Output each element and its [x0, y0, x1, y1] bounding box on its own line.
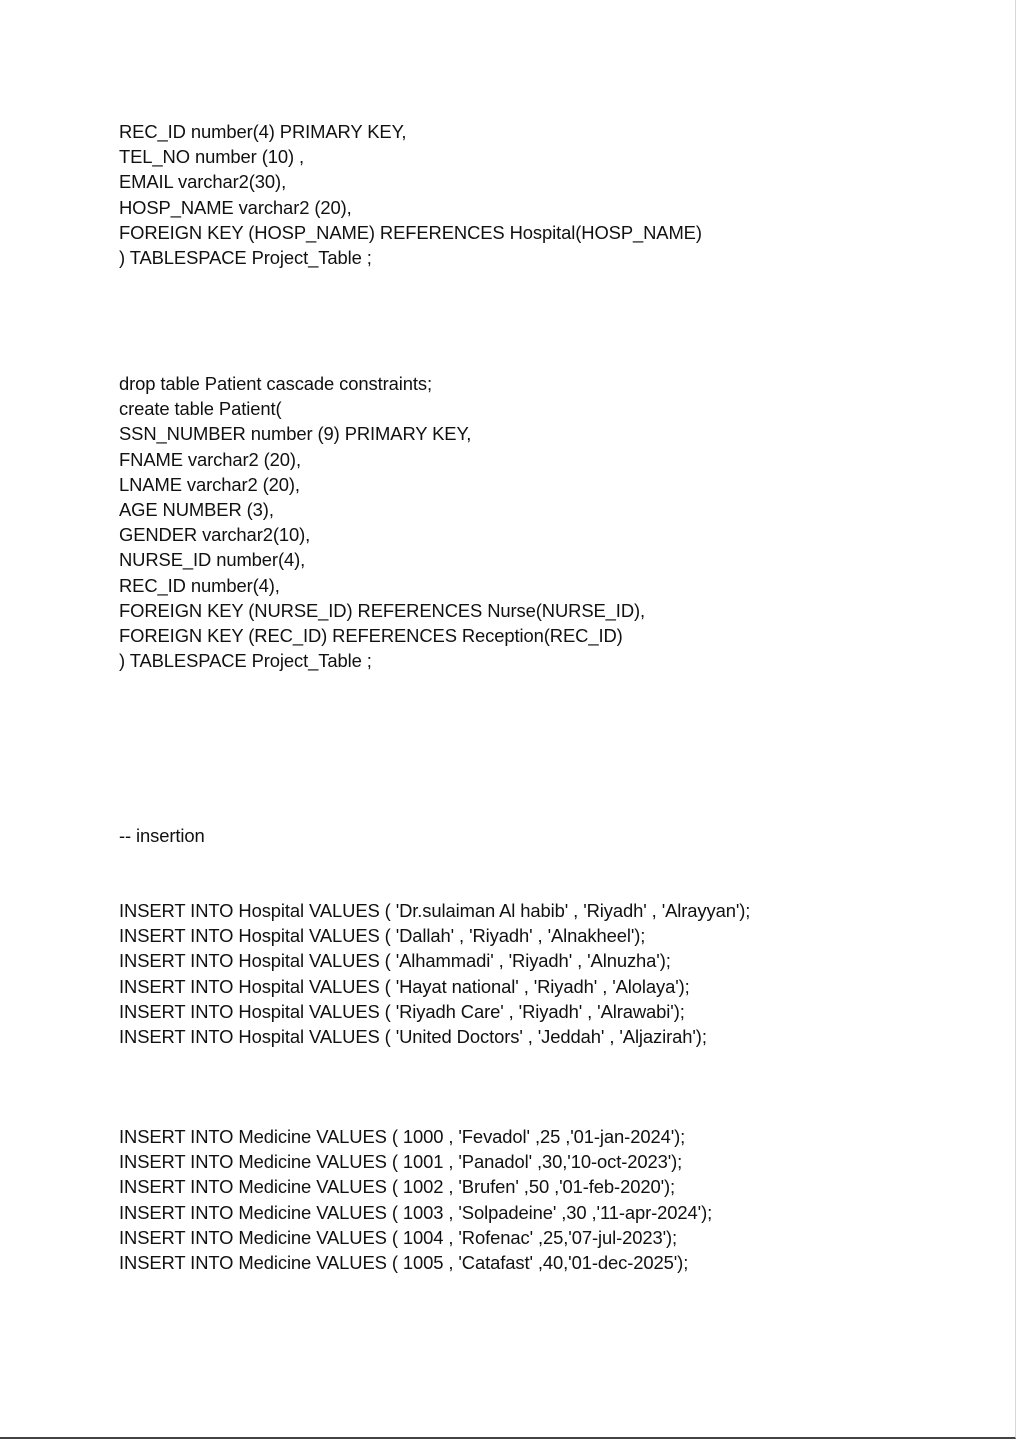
- patient-table-definition: [119, 371, 645, 673]
- code-line: LNAME varchar2 (20),: [119, 473, 300, 495]
- code-line: INSERT INTO Hospital VALUES ( 'Alhammadi' , 'Riyadh' , 'Alnuzha');: [119, 950, 671, 972]
- code-line: INSERT INTO Medicine VALUES ( 1001 , 'Panadol' ,30,'10-oct-2023');: [119, 1151, 683, 1173]
- code-line: INSERT INTO Medicine VALUES ( 1005 , 'Catafast' ,40,'01-dec-2025');: [119, 1251, 689, 1273]
- code-line: SSN_NUMBER number (9) PRIMARY KEY,: [119, 423, 472, 445]
- code-line: TEL_NO number (10) ,: [119, 146, 305, 168]
- code-line: REC_ID number(4) PRIMARY KEY,: [119, 121, 407, 142]
- code-line: FNAME varchar2 (20),: [119, 448, 301, 470]
- code-line: ) TABLESPACE Project_Table ;: [119, 650, 372, 672]
- code-line: AGE NUMBER (3),: [119, 498, 274, 520]
- code-line: INSERT INTO Hospital VALUES ( 'United Doctors' , 'Jeddah' , 'Aljazirah');: [119, 1025, 707, 1047]
- code-line: FOREIGN KEY (HOSP_NAME) REFERENCES Hospital(HOSP_NAME): [119, 221, 702, 243]
- code-line: EMAIL varchar2(30),: [119, 171, 287, 193]
- code-line: create table Patient(: [119, 398, 282, 420]
- code-line: GENDER varchar2(10),: [119, 524, 311, 546]
- hospital-inserts: [119, 898, 750, 1049]
- code-line: INSERT INTO Hospital VALUES ( 'Dr.sulaiman Al habib' , 'Riyadh' , 'Alrayyan');: [119, 900, 751, 921]
- medicine-inserts: [119, 1124, 712, 1275]
- code-line: INSERT INTO Medicine VALUES ( 1004 , 'Rofenac' ,25,'07-jul-2023');: [119, 1226, 678, 1248]
- code-line: INSERT INTO Medicine VALUES ( 1000 , 'Fevadol' ,25 ,'01-jan-2024');: [119, 1126, 686, 1147]
- comment-line: -- insertion: [119, 825, 205, 846]
- code-line: NURSE_ID number(4),: [119, 549, 306, 571]
- code-line: INSERT INTO Medicine VALUES ( 1002 , 'Brufen' ,50 ,'01-feb-2020');: [119, 1176, 676, 1198]
- code-line: FOREIGN KEY (NURSE_ID) REFERENCES Nurse(NURSE_ID),: [119, 599, 646, 621]
- code-line: INSERT INTO Hospital VALUES ( 'Dallah' , 'Riyadh' , 'Alnakheel');: [119, 925, 646, 947]
- code-line: REC_ID number(4),: [119, 574, 280, 596]
- code-line: drop table Patient cascade constraints;: [119, 373, 433, 394]
- code-line: INSERT INTO Medicine VALUES ( 1003 , 'Solpadeine' ,30 ,'11-apr-2024');: [119, 1201, 713, 1223]
- code-line: HOSP_NAME varchar2 (20),: [119, 196, 352, 218]
- code-line: INSERT INTO Hospital VALUES ( 'Riyadh Care' , 'Riyadh' , 'Alrawabi');: [119, 1000, 685, 1022]
- code-line: FOREIGN KEY (REC_ID) REFERENCES Reception(REC_ID): [119, 624, 623, 646]
- code-line: ) TABLESPACE Project_Table ;: [119, 246, 372, 268]
- reception-table-definition: [119, 119, 702, 270]
- code-line: INSERT INTO Hospital VALUES ( 'Hayat national' , 'Riyadh' , 'Alolaya');: [119, 975, 690, 997]
- insertion-comment: [119, 823, 205, 848]
